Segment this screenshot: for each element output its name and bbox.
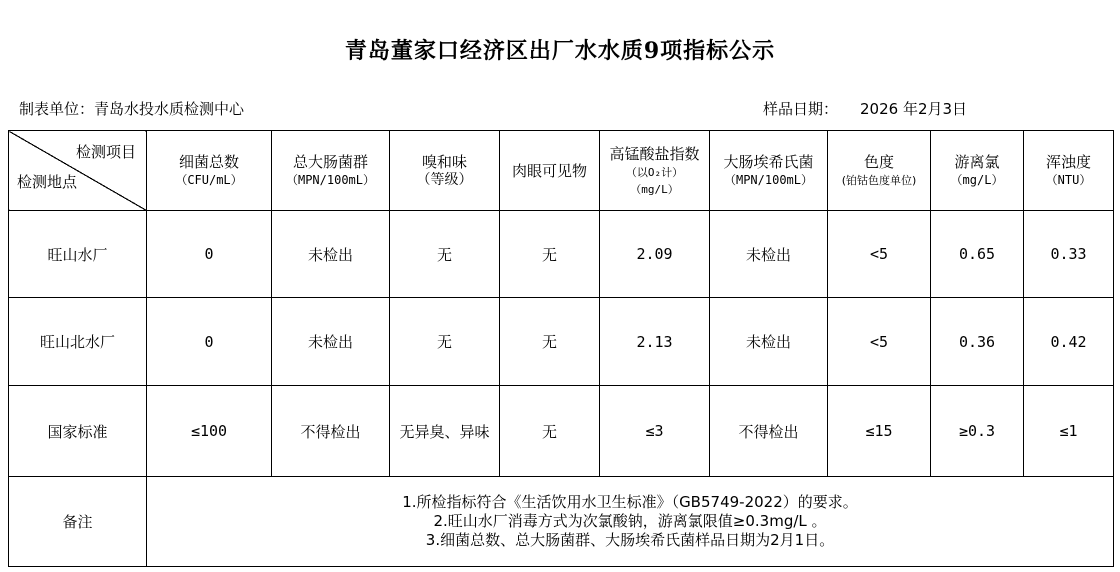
page-title: 青岛董家口经济区出厂水水质9项指标公示 bbox=[344, 38, 776, 64]
header-e-coli: 大肠埃希氏菌 （MPN/100mL） bbox=[710, 131, 828, 211]
table-row bbox=[9, 211, 1114, 298]
standard-row bbox=[9, 386, 1114, 477]
notes-cell bbox=[147, 477, 1114, 567]
table-cell: 0 bbox=[147, 298, 272, 386]
notes-row bbox=[9, 477, 1114, 567]
header-free-chlorine: 游离氯 （mg/L） bbox=[931, 131, 1024, 211]
header-turbidity: 浑浊度 （NTU） bbox=[1024, 131, 1114, 211]
row-label: 旺山水厂 bbox=[9, 211, 147, 298]
table-cell: ≤3 bbox=[600, 386, 710, 477]
table-cell: 未检出 bbox=[272, 298, 390, 386]
header-coliform: 总大肠菌群 （MPN/100mL） bbox=[272, 131, 390, 211]
table-cell: 无 bbox=[390, 211, 500, 298]
sample-date bbox=[763, 98, 967, 119]
table-cell: 0.42 bbox=[1024, 298, 1114, 386]
header-bacteria: 细菌总数 （CFU/mL） bbox=[147, 131, 272, 211]
table-cell: 0.65 bbox=[931, 211, 1024, 298]
table-cell: 未检出 bbox=[272, 211, 390, 298]
table-cell: 不得检出 bbox=[272, 386, 390, 477]
row-label: 国家标准 bbox=[9, 386, 147, 477]
table-cell: 无 bbox=[500, 386, 600, 477]
sample-date-label: 样品日期： bbox=[763, 100, 839, 118]
table-cell: 未检出 bbox=[710, 211, 828, 298]
table-cell: ≤1 bbox=[1024, 386, 1114, 477]
notes-label: 备注 bbox=[9, 477, 147, 567]
table-cell: ≥0.3 bbox=[931, 386, 1024, 477]
table-cell: ≤15 bbox=[828, 386, 931, 477]
header-corner-cell bbox=[9, 131, 147, 211]
issuing-unit: 制表单位：青岛水投水质检测中心 bbox=[19, 100, 245, 118]
corner-item-label: 检测项目 bbox=[75, 143, 136, 161]
header-permanganate: 高锰酸盐指数 （以O₂计） （mg/L） bbox=[600, 131, 710, 211]
table-cell: 无 bbox=[390, 298, 500, 386]
table-cell: 未检出 bbox=[710, 298, 828, 386]
corner-location-label: 检测地点 bbox=[17, 173, 78, 191]
table-row bbox=[9, 298, 1114, 386]
table-cell: 2.09 bbox=[600, 211, 710, 298]
row-label: 旺山北水厂 bbox=[9, 298, 147, 386]
table-cell: 不得检出 bbox=[710, 386, 828, 477]
table-cell: 无 bbox=[500, 298, 600, 386]
table-cell: 0.36 bbox=[931, 298, 1024, 386]
table-cell: <5 bbox=[828, 211, 931, 298]
table-cell: 2.13 bbox=[600, 298, 710, 386]
water-quality-table bbox=[8, 130, 1114, 567]
note-line: 3.细菌总数、总大肠菌群、大肠埃希氏菌样品日期为2月1日。 bbox=[425, 531, 835, 549]
table-cell: <5 bbox=[828, 298, 931, 386]
table-cell: 无异臭、异味 bbox=[390, 386, 500, 477]
header-visible-matter: 肉眼可见物 bbox=[500, 131, 600, 211]
table-cell: ≤100 bbox=[147, 386, 272, 477]
header-row bbox=[9, 131, 1114, 211]
sample-date-value: 2026 年2月3日 bbox=[860, 100, 968, 118]
note-line: 1.所检指标符合《生活饮用水卫生标准》（GB5749-2022）的要求。 bbox=[402, 493, 858, 511]
note-line: 2.旺山水厂消毒方式为次氯酸钠，游离氯限值≥0.3mg/L 。 bbox=[433, 512, 827, 530]
header-color: 色度 (铂钴色度单位) bbox=[828, 131, 931, 211]
table-cell: 无 bbox=[500, 211, 600, 298]
header-odor: 嗅和味 （等级） bbox=[390, 131, 500, 211]
table-cell: 0 bbox=[147, 211, 272, 298]
table-cell: 0.33 bbox=[1024, 211, 1114, 298]
